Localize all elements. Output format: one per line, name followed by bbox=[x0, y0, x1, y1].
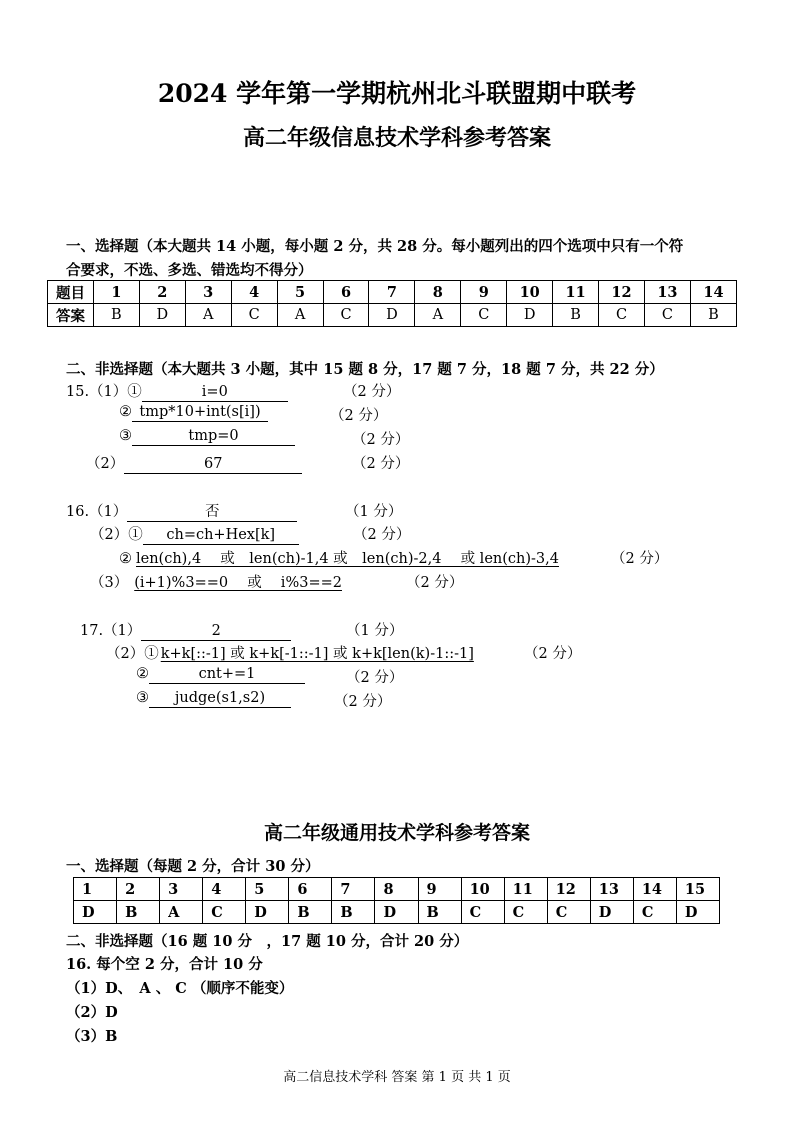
question-number-cell: 10 bbox=[461, 878, 504, 901]
q15-answer4: 67 bbox=[124, 456, 302, 474]
q15-item2-prefix: ② bbox=[119, 404, 132, 420]
it-section1-heading-line2: 合要求，不选、多选、错选均不得分） bbox=[66, 262, 313, 279]
question-number-cell: 7 bbox=[369, 281, 415, 304]
question-number-cell: 8 bbox=[375, 878, 418, 901]
q15-line3 bbox=[119, 428, 295, 446]
q16-line2 bbox=[90, 523, 299, 545]
it-answer-table bbox=[47, 280, 737, 327]
question-number-cell: 6 bbox=[289, 878, 332, 901]
q16-item3-prefix: ② bbox=[119, 551, 132, 567]
q15-answer3: tmp=0 bbox=[132, 428, 295, 446]
question-number-cell: 10 bbox=[507, 281, 553, 304]
answer-cell: D bbox=[139, 304, 185, 327]
answer-cell: A bbox=[160, 901, 203, 924]
answer-cell: A bbox=[277, 304, 323, 327]
answer-cell: D bbox=[590, 901, 633, 924]
q16-line4 bbox=[90, 571, 342, 592]
q17-answer1: 2 bbox=[141, 623, 291, 641]
question-number-cell: 4 bbox=[231, 281, 277, 304]
question-number-cell: 1 bbox=[93, 281, 139, 304]
q16-prefix: 16.（1） bbox=[66, 504, 128, 520]
q15-line4 bbox=[86, 452, 302, 474]
page-footer: 高二信息技术学科 答案 第 1 页 共 1 页 bbox=[283, 1070, 511, 1085]
q15-answer1: i=0 bbox=[142, 384, 288, 402]
gt-answer-table bbox=[73, 877, 720, 924]
answer-cell: C bbox=[599, 304, 645, 327]
q15-answer2: tmp*10+int(s[i]) bbox=[132, 404, 268, 422]
question-number-cell: 11 bbox=[504, 878, 547, 901]
question-number-cell: 2 bbox=[117, 878, 160, 901]
answer-cell: C bbox=[547, 901, 590, 924]
q15-line1 bbox=[66, 380, 288, 402]
gt-table-row-numbers bbox=[74, 878, 720, 901]
gt-q16-answer2: （2）D bbox=[66, 1004, 118, 1021]
question-number-cell: 15 bbox=[676, 878, 719, 901]
q17-answer4: judge(s1,s2) bbox=[149, 690, 291, 708]
q17-line2 bbox=[106, 642, 474, 663]
answer-cell: D bbox=[369, 304, 415, 327]
q17-line1 bbox=[80, 619, 291, 641]
gt-table-row-answers bbox=[74, 901, 720, 924]
gt-q16-answer3: （3）B bbox=[66, 1028, 118, 1045]
it-section2-heading: 二、非选择题（本大题共 3 小题，其中 15 题 8 分，17 题 7 分，18 题 7 分，共 22 分） bbox=[66, 361, 664, 378]
question-number-cell: 3 bbox=[185, 281, 231, 304]
answer-cell: B bbox=[332, 901, 375, 924]
answer-cell: C bbox=[231, 304, 277, 327]
question-number-cell: 6 bbox=[323, 281, 369, 304]
q17-item4-prefix: ③ bbox=[136, 690, 149, 706]
q16-answer1: 否 bbox=[127, 504, 297, 522]
question-number-cell: 5 bbox=[277, 281, 323, 304]
question-number-cell: 11 bbox=[553, 281, 599, 304]
answer-cell: C bbox=[633, 901, 676, 924]
q16-answer2: ch=ch+Hex[k] bbox=[143, 527, 299, 545]
q16-answer3: len(ch),4 或 len(ch)-1,4 或 len(ch)-2,4 或 len(ch)-3,4 bbox=[136, 551, 559, 567]
q17-answer3: cnt+=1 bbox=[149, 666, 305, 684]
answer-cell: B bbox=[418, 901, 461, 924]
answer-cell: C bbox=[644, 304, 690, 327]
answer-cell: C bbox=[203, 901, 246, 924]
q15-score2: （2 分） bbox=[330, 408, 388, 424]
question-number-cell: 14 bbox=[690, 281, 736, 304]
q17-answer2: k+k[::-1] 或 k+k[-1::-1] 或 k+k[len(k)-1::-1] bbox=[160, 646, 474, 662]
it-subtitle: 高二年级信息技术学科参考答案 bbox=[242, 125, 551, 151]
q16-item4-prefix: （3） bbox=[90, 575, 129, 591]
question-number-cell: 12 bbox=[599, 281, 645, 304]
question-number-cell: 9 bbox=[418, 878, 461, 901]
question-number-cell: 14 bbox=[633, 878, 676, 901]
q17-score1: （1 分） bbox=[346, 623, 404, 639]
q17-score4: （2 分） bbox=[334, 694, 392, 710]
it-table-row-numbers bbox=[48, 281, 737, 304]
answer-cell: D bbox=[507, 304, 553, 327]
q16-score2: （2 分） bbox=[353, 527, 411, 543]
question-number-cell: 1 bbox=[74, 878, 117, 901]
q15-score1: （2 分） bbox=[343, 384, 401, 400]
answer-cell: B bbox=[117, 901, 160, 924]
answer-cell: D bbox=[676, 901, 719, 924]
answer-cell: D bbox=[375, 901, 418, 924]
q17-line4 bbox=[136, 690, 291, 708]
answer-cell: B bbox=[690, 304, 736, 327]
answer-cell: D bbox=[74, 901, 117, 924]
it-section1-heading-line1: 一、选择题（本大题共 14 小题，每小题 2 分，共 28 分。每小题列出的四个选项中只有一个符 bbox=[66, 238, 684, 255]
answer-cell: B bbox=[553, 304, 599, 327]
gt-section2-heading: 二、非选择题（16 题 10 分 ，17 题 10 分，合计 20 分） bbox=[66, 933, 469, 950]
question-number-cell: 13 bbox=[590, 878, 633, 901]
q16-score1: （1 分） bbox=[345, 504, 403, 520]
gt-q16-answer1: （1）D、 A 、 C （顺序不能变） bbox=[66, 980, 294, 997]
answer-cell: B bbox=[93, 304, 139, 327]
q15-item4-prefix: （2） bbox=[86, 456, 125, 472]
question-number-cell: 7 bbox=[332, 878, 375, 901]
it-table-row-answers bbox=[48, 304, 737, 327]
q16-item2-prefix: （2）① bbox=[90, 527, 143, 543]
q17-prefix: 17.（1） bbox=[80, 623, 142, 639]
q15-score3: （2 分） bbox=[352, 432, 410, 448]
question-number-cell: 8 bbox=[415, 281, 461, 304]
answer-cell: C bbox=[323, 304, 369, 327]
gt-q16-heading: 16. 每个空 2 分，合计 10 分 bbox=[66, 956, 263, 973]
question-number-cell: 9 bbox=[461, 281, 507, 304]
q15-line2 bbox=[119, 404, 268, 422]
q17-item3-prefix: ② bbox=[136, 666, 149, 682]
q16-answer4: (i+1)%3==0 或 i%3==2 bbox=[134, 575, 342, 591]
exam-title: 2024 学年第一学期杭州北斗联盟期中联考 bbox=[157, 79, 637, 108]
table-answer-label: 答案 bbox=[48, 304, 94, 327]
answer-cell: A bbox=[185, 304, 231, 327]
q17-item2-prefix: （2）① bbox=[106, 646, 159, 662]
answer-cell: C bbox=[461, 304, 507, 327]
q16-line3 bbox=[119, 547, 559, 568]
question-number-cell: 2 bbox=[139, 281, 185, 304]
answer-cell: B bbox=[289, 901, 332, 924]
answer-cell: D bbox=[246, 901, 289, 924]
q16-line1 bbox=[66, 500, 297, 522]
q15-item3-prefix: ③ bbox=[119, 428, 132, 444]
table-header-label: 题目 bbox=[48, 281, 94, 304]
question-number-cell: 13 bbox=[644, 281, 690, 304]
question-number-cell: 12 bbox=[547, 878, 590, 901]
gt-section1-heading: 一、选择题（每题 2 分，合计 30 分） bbox=[66, 858, 320, 875]
q17-score3: （2 分） bbox=[346, 670, 404, 686]
q17-line3 bbox=[136, 666, 305, 684]
question-number-cell: 3 bbox=[160, 878, 203, 901]
answer-cell: C bbox=[504, 901, 547, 924]
gt-subtitle: 高二年级通用技术学科参考答案 bbox=[263, 822, 530, 844]
q17-score2: （2 分） bbox=[524, 646, 582, 662]
question-number-cell: 4 bbox=[203, 878, 246, 901]
answer-cell: A bbox=[415, 304, 461, 327]
q15-prefix: 15.（1）① bbox=[66, 384, 142, 400]
q16-score3: （2 分） bbox=[611, 551, 669, 567]
q16-score4: （2 分） bbox=[406, 575, 464, 591]
q15-score4: （2 分） bbox=[352, 456, 410, 472]
answer-cell: C bbox=[461, 901, 504, 924]
question-number-cell: 5 bbox=[246, 878, 289, 901]
